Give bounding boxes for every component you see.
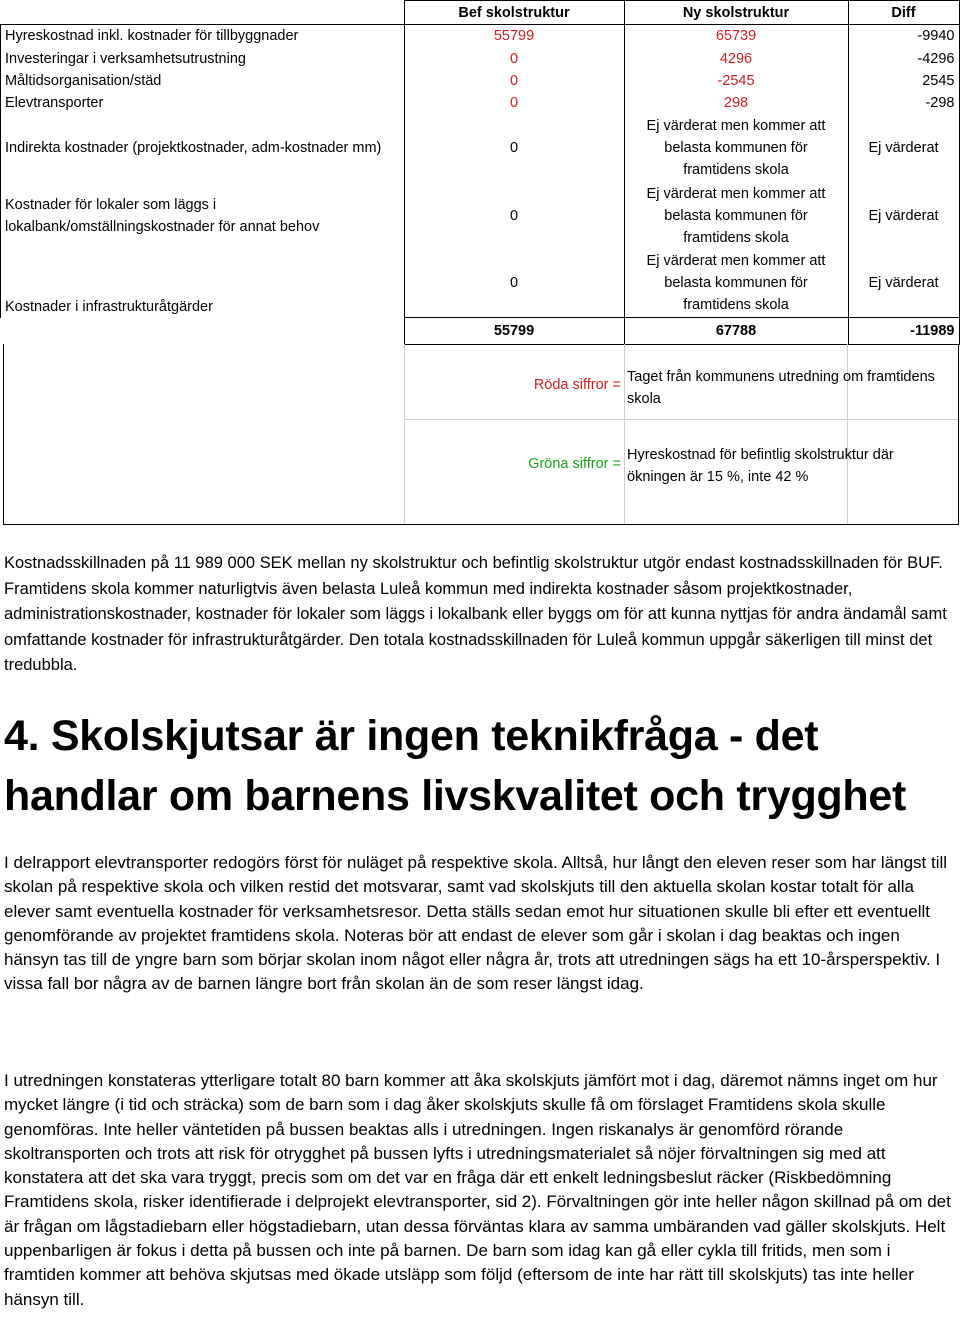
diff-value: Ej värderat: [848, 114, 959, 182]
table-row: [1, 48, 960, 70]
table-row: [1, 114, 960, 182]
total-row: [1, 318, 960, 345]
paragraph-1: I delrapport elevtransporter redogörs först för nuläget på respektive skola. Alltså, hur långt den eleven reser som har längst till skolan på respektive skola och vilken restid det motsvarar, samt vad skolskjuts till den aktuella skolan kostar totalt för alla elever samt eventuella kostnader för verksamhetsresor. Detta ställs sedan emot hur situationen skulle bli efter ett eventuellt genomförande av projektet framtidens skola. Noteras bör att endast de elever som går i skolan i dag beaktas och ingen hänsyn tas till de yngre barn som börjar skolan inom något eller några år, trots att utredningen sägs ha ett 10-årsperspektiv. I vissa fall bor några av de barnen längre bort från skolan än de som reser längst idag.: [4, 853, 948, 994]
ny-value: -2545: [624, 70, 848, 92]
column-header-bef: Bef skolstruktur: [404, 1, 624, 25]
bef-value: 0: [404, 114, 624, 182]
summary-paragraph: Kostnadsskillnaden på 11 989 000 SEK mellan ny skolstruktur och befintlig skolstruktur utgör endast kostnadsskillnaden för BUF. Framtidens skola kommer naturligtvis även belasta Luleå kommun med indirekta kostnader såsom projektkostnader, administrationskostnader, kostnader för lokaler som läggs i lokalbank eller byggs om för att kunna nyttjas för andra ändamål samt omfattande kostnader för infrastrukturåtgärder. Den totala kostnadsskillnaden för Luleå kommun uppgår säkerligen till minst det tredubbla.: [4, 554, 947, 674]
total-diff: -11989: [848, 318, 959, 345]
paragraph-2: I utredningen konstateras ytterligare totalt 80 barn kommer att åka skolskjuts jämfört mot i dag, däremot nämns inget om hur mycket längre (i tid och sträcka) som de barn som i dag åker skolskjuts skulle få om förslaget Framtidens skola skulle genomföras. Inte heller väntetiden på bussen beaktas alls i utredningen. Ingen riskanalys är genomförd rörande skoltransporten och trots att risk för otrygghet på bussen lyfts i utredningsmaterialet så nöjer förvaltningen sig med att konstatera att det ska vara tryggt, precis som om det var en fråga där ett enkelt ledningsbeslut räcker (Riskbedömning Framtidens skola, risker identifierade i delprojekt elevtransporter, sid 2). Förvaltningen gör inte heller någon skillnad på om det är frågan om lågstadiebarn eller högstadiebarn, utan dessa förväntas klara av samma umbäranden vad gäller skolskjuts. Helt uppenbarligen är fokus i detta på bussen och inte på barnen. De barn som idag kan gå eller cykla till fritids, men som i framtiden kommer att behöva skjutsas med ökade utsläpp som följd (eftersom de inte har rätt till skolskjuts) tas inte heller hänsyn till.: [4, 1071, 951, 1309]
diff-value: Ej värderat: [848, 182, 959, 250]
green-legend-label: Gröna siffror =: [528, 456, 621, 472]
bef-value: 0: [404, 70, 624, 92]
table-header-row: [1, 1, 960, 25]
total-bef: 55799: [404, 318, 624, 345]
bef-value: 0: [404, 250, 624, 318]
ny-value: 298: [624, 92, 848, 114]
diff-value: -298: [848, 92, 959, 114]
diff-value: -4296: [848, 48, 959, 70]
row-label: Kostnader för lokaler som läggs i lokalbank/omställningskostnader för annat behov: [1, 182, 405, 250]
bef-value: 55799: [404, 25, 624, 48]
green-legend-text: Hyreskostnad för befintlig skolstruktur där ökningen är 15 %, inte 42 %: [627, 447, 894, 485]
row-label: Kostnader i infrastrukturåtgärder: [1, 250, 405, 318]
diff-value: -9940: [848, 25, 959, 48]
bef-value: 0: [404, 48, 624, 70]
row-label: Elevtransporter: [1, 92, 405, 114]
diff-value: 2545: [848, 70, 959, 92]
red-legend-label: Röda siffror =: [533, 377, 621, 393]
row-label: Hyreskostnad inkl. kostnader för tillbyggnader: [1, 25, 405, 48]
row-label: Indirekta kostnader (projektkostnader, adm-kostnader mm): [1, 114, 405, 182]
ny-value: Ej värderat men kommer att belasta kommunen för framtidens skola: [624, 182, 848, 250]
ny-value: Ej värderat men kommer att belasta kommunen för framtidens skola: [624, 114, 848, 182]
table-row: [1, 182, 960, 250]
legend-box: [3, 344, 959, 525]
table-row: [1, 25, 960, 48]
column-header-ny: Ny skolstruktur: [624, 1, 848, 25]
total-ny: 67788: [624, 318, 848, 345]
bef-value: 0: [404, 182, 624, 250]
table-row: [1, 250, 960, 318]
table-row: [1, 70, 960, 92]
section-heading: 4. Skolskjutsar är ingen teknikfråga - det handlar om barnens livskvalitet och trygghet: [4, 712, 906, 820]
table-row: [1, 92, 960, 114]
ny-value: 4296: [624, 48, 848, 70]
bef-value: 0: [404, 92, 624, 114]
column-header-diff: Diff: [848, 1, 959, 25]
cost-table: [0, 0, 960, 345]
row-label: Investeringar i verksamhetsutrustning: [1, 48, 405, 70]
ny-value: 65739: [624, 25, 848, 48]
row-label: Måltidsorganisation/städ: [1, 70, 405, 92]
ny-value: Ej värderat men kommer att belasta kommunen för framtidens skola: [624, 250, 848, 318]
red-legend-text: Taget från kommunens utredning om framtidens skola: [627, 369, 935, 407]
diff-value: Ej värderat: [848, 250, 959, 318]
